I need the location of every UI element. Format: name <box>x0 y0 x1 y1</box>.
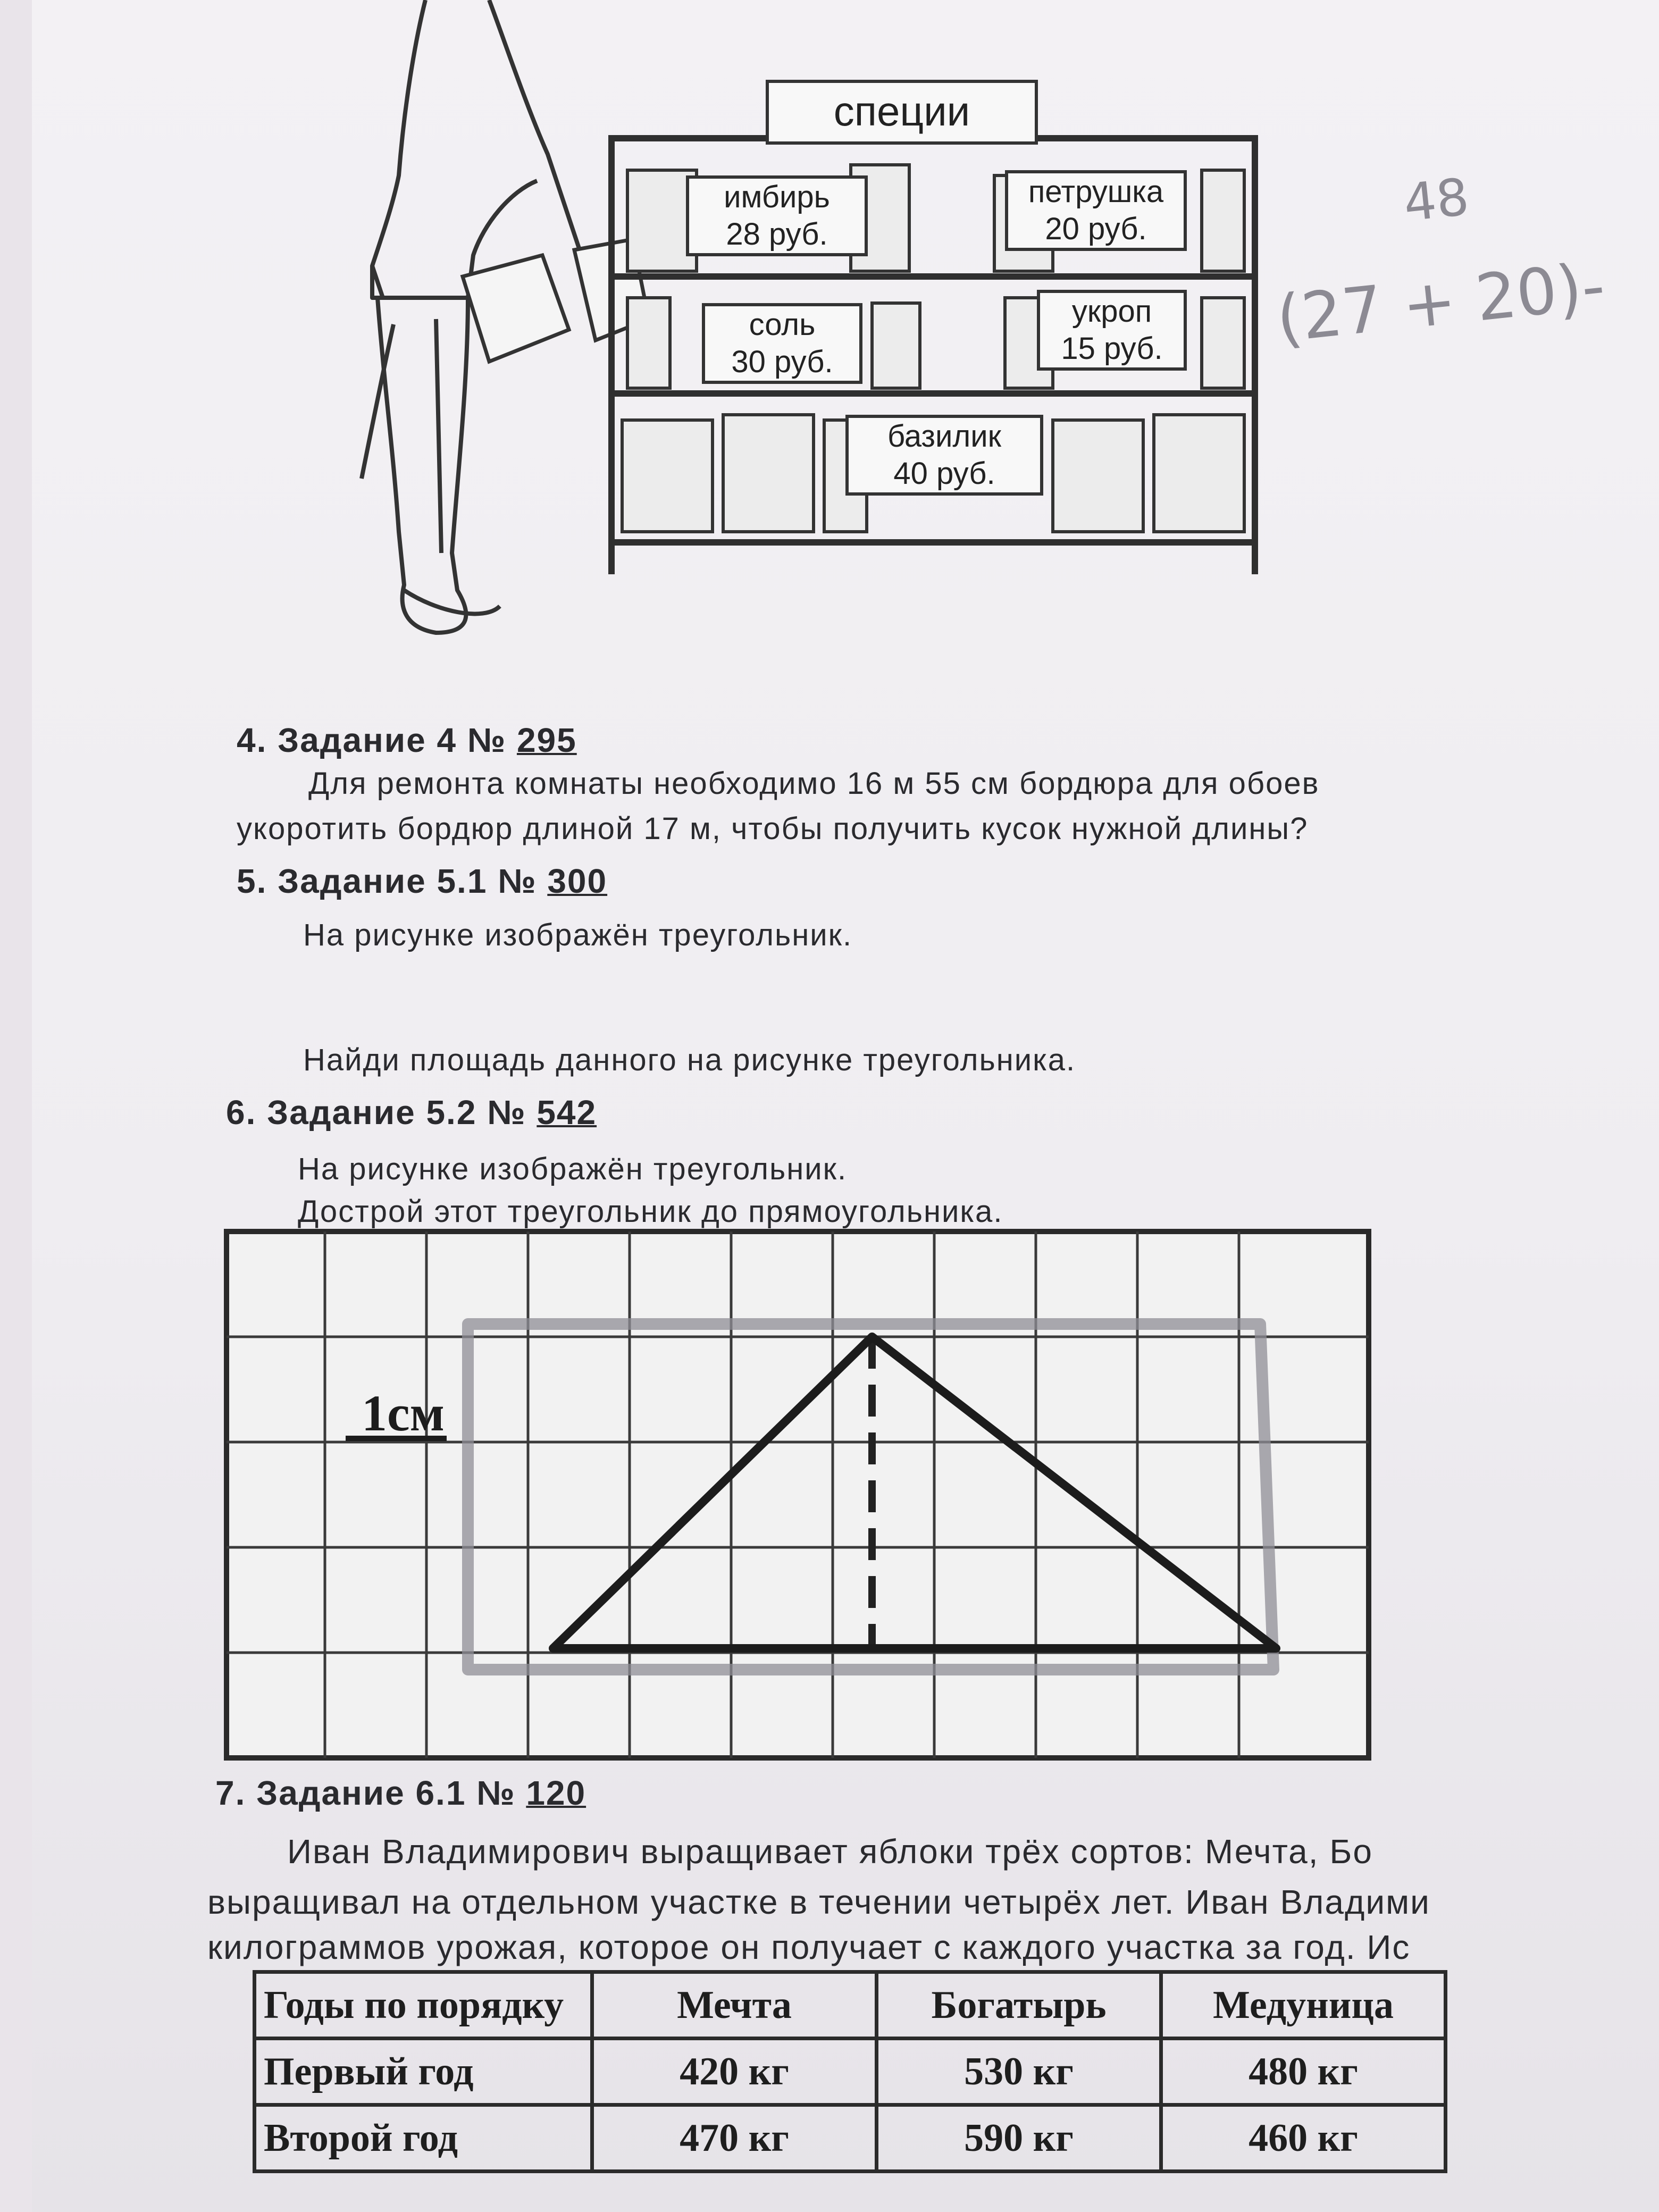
table-header-cell: Годы по порядку <box>255 1972 592 2039</box>
worksheet-page <box>32 0 1659 2212</box>
task7-heading <box>215 1773 586 1813</box>
price-card-basil <box>845 415 1043 496</box>
table-header-row <box>255 1972 1446 2039</box>
task5-number-link[interactable]: 300 <box>547 862 608 900</box>
task4-heading-label: 4. Задание 4 № <box>237 721 507 759</box>
table-row <box>255 2105 1446 2172</box>
table-header-cell: Богатырь <box>877 1972 1161 2039</box>
price-card-salt <box>702 303 862 384</box>
table-cell: 470 кг <box>592 2105 877 2172</box>
product-name: укроп <box>1071 294 1152 329</box>
task6-heading <box>226 1093 597 1132</box>
task7-heading-label: 7. Задание 6.1 № <box>215 1774 516 1812</box>
table-cell: 530 кг <box>877 2039 1161 2105</box>
grid-border <box>227 1231 1369 1758</box>
product-name: петрушка <box>1028 174 1164 209</box>
task4-text-line2: укоротить бордюр длиной 17 м, чтобы получить кусок нужной длины? <box>237 811 1309 846</box>
table-cell: Второй год <box>255 2105 592 2172</box>
spice-sign <box>766 80 1038 145</box>
product-name: имбирь <box>724 180 830 214</box>
table-row <box>255 2039 1446 2105</box>
spice-sign-text: специи <box>833 88 970 135</box>
price-card-dill <box>1037 290 1187 371</box>
handwritten-note-top: 48 <box>1401 166 1472 233</box>
product-name: базилик <box>887 419 1002 454</box>
product-price: 30 руб. <box>731 345 833 379</box>
task7-text-line1: Иван Владимирович выращивает яблоки трёх сортов: Мечта, Бо <box>287 1832 1373 1871</box>
task5-heading-label: 5. Задание 5.1 № <box>237 862 537 900</box>
task4-text-line1: Для ремонта комнаты необходимо 16 м 55 см бордюра для обоев <box>308 766 1320 801</box>
papers-in-hands <box>463 239 649 362</box>
triangle-grid-figure <box>223 1228 1414 1771</box>
task7-text-line3: килограммов урожая, которое он получает с каждого участка за год. Ис <box>207 1928 1411 1966</box>
task6-text-line1: На рисунке изображён треугольник. <box>298 1152 848 1186</box>
task6-text-line2: Дострой этот треугольник до прямоугольника. <box>298 1194 1003 1229</box>
grid-scale-label: 1см <box>362 1385 445 1442</box>
handwritten-expression: (27 + 20)- <box>1273 249 1608 357</box>
task7-number-link[interactable]: 120 <box>526 1774 586 1812</box>
table-cell: Первый год <box>255 2039 592 2105</box>
task4-heading <box>237 720 577 760</box>
price-card-parsley <box>1005 170 1187 251</box>
task5-heading <box>237 861 607 901</box>
task4-number-link[interactable]: 295 <box>516 721 577 759</box>
table-header-cell: Мечта <box>592 1972 877 2039</box>
product-price: 20 руб. <box>1045 212 1147 246</box>
task5-text-line1: На рисунке изображён треугольник. <box>303 918 853 952</box>
table-cell: 460 кг <box>1161 2105 1446 2172</box>
table-cell: 590 кг <box>877 2105 1161 2172</box>
table-header-cell: Медуница <box>1161 1972 1446 2039</box>
task6-heading-label: 6. Задание 5.2 № <box>226 1093 526 1132</box>
product-price: 40 руб. <box>893 456 995 491</box>
task6-number-link[interactable]: 542 <box>537 1093 597 1132</box>
table-cell: 420 кг <box>592 2039 877 2105</box>
product-price: 28 руб. <box>726 217 828 252</box>
price-card-ginger <box>686 175 868 256</box>
product-price: 15 руб. <box>1061 331 1163 366</box>
task5-text-line2: Найди площадь данного на рисунке треугольника. <box>303 1043 1076 1077</box>
apple-harvest-table <box>253 1970 1447 2173</box>
task7-text-line2: выращивал на отдельном участке в течении четырёх лет. Иван Владими <box>207 1883 1430 1921</box>
product-name: соль <box>749 307 816 342</box>
table-cell: 480 кг <box>1161 2039 1446 2105</box>
